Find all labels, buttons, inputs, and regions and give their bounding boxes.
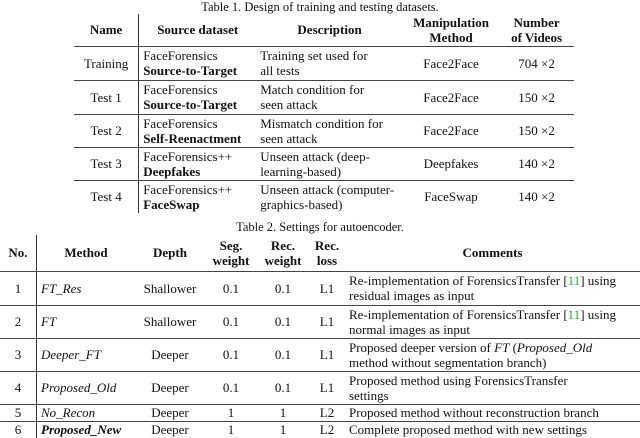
t1-row: Test 1 FaceForensics Source-to-Target Match condition for seen attack Face2Face 150 ×2: [74, 80, 574, 114]
t1-header-source: Source dataset: [139, 14, 256, 46]
t2-header-seg: Seg. weight: [205, 235, 257, 271]
t1-row: Test 3 FaceForensics++ Deepfakes Unseen attack (deep- learning-based) Deepfakes 140 ×2: [74, 147, 574, 180]
table2: [0, 235, 640, 438]
t1-row: Training FaceForensics Source-to-Target Training set used for all tests Face2Face 704 ×2: [74, 46, 574, 80]
t2-header-rec: Rec. weight: [257, 235, 309, 271]
t2-row: 1 FT_Res Shallower 0.1 0.1 L1 Re-implementation of ForensicsTransfer [11] using residual images as input: [0, 271, 640, 305]
t1-row: Test 2 FaceForensics Self-Reenactment Mismatch condition for seen attack Face2Face 150 ×2: [74, 114, 574, 147]
t2-row: 2 FT Shallower 0.1 0.1 L1 Re-implementation of ForensicsTransfer [11] using normal images as input: [0, 305, 640, 338]
table1-caption: Table 1. Design of training and testing datasets.: [201, 0, 439, 14]
t1-header-description: Description: [256, 14, 403, 46]
t2-header-no: No.: [0, 235, 37, 271]
table2-caption: Table 2. Settings for autoencoder.: [236, 220, 404, 234]
t2-row: 5 No_Recon Deeper 1 1 L2 Proposed method without reconstruction branch: [0, 404, 640, 421]
t1-row: Test 4 FaceForensics++ FaceSwap Unseen attack (computer- graphics-based) FaceSwap 140 ×2: [74, 180, 574, 213]
table1: [74, 14, 574, 213]
t1-header-name: Name: [74, 14, 139, 46]
t2-header-method: Method: [37, 235, 136, 271]
t2-header-comments: Comments: [345, 235, 640, 271]
t1-header-method: Manipulation Method: [403, 14, 499, 46]
t2-row: 3 Deeper_FT Deeper 0.1 0.1 L1 Proposed deeper version of FT (Proposed_Old method without segmentation branch): [0, 338, 640, 371]
t2-row: 4 Proposed_Old Deeper 0.1 0.1 L1 Proposed method using ForensicsTransfer settings: [0, 371, 640, 404]
citation-link[interactable]: 11: [567, 273, 581, 288]
t1-header-num: Number of Videos: [499, 14, 574, 46]
t2-header-depth: Depth: [135, 235, 205, 271]
citation-link[interactable]: 11: [567, 306, 581, 322]
t2-row: 6 Proposed_New Deeper 1 1 L2 Complete proposed method with new settings: [0, 421, 640, 438]
t2-header-loss: Rec. loss: [309, 235, 345, 271]
